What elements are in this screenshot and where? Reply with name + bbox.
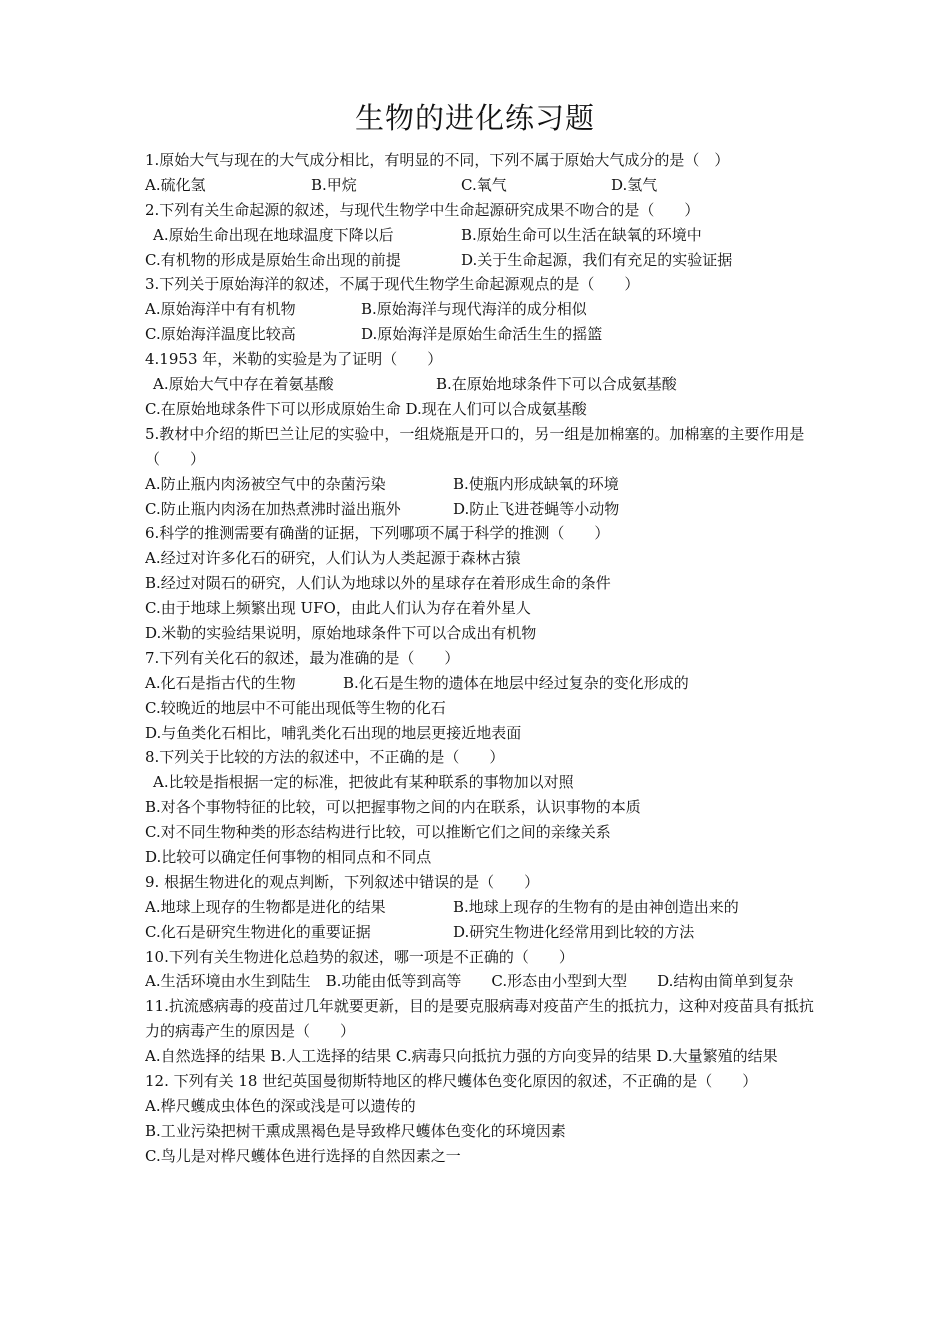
question-9-options-row-1: [145, 895, 815, 920]
question-8-option-a: A.比较是指根据一定的标准，把彼此有某种联系的事物加以对照: [153, 773, 574, 792]
question-7-stem: 7.下列有关化石的叙述，最为准确的是（ ）: [145, 648, 460, 667]
question-3-option-d: D.原始海洋是原始生命活生生的摇篮: [361, 325, 603, 344]
question-7-option-c: C.较晚近的地层中不可能出现低等生物的化石: [145, 698, 446, 717]
question-2-option-c: C.有机物的形成是原始生命出现的前提: [145, 250, 401, 269]
question-3-option-a: A.原始海洋中有有机物: [145, 300, 296, 319]
page-title: 生物的进化练习题: [354, 101, 595, 135]
question-9-options-row-2: [145, 920, 815, 945]
question-12-stem: 12. 下列有关 18 世纪英国曼彻斯特地区的桦尺蠖体色变化原因的叙述，不正确的是（ ）: [145, 1072, 758, 1091]
question-7-option-b: B.化石是生物的遗体在地层中经过复杂的变化形成的: [343, 673, 689, 692]
question-list: [145, 148, 815, 1169]
question-9-option-a: A.地球上现存的生物都是进化的结果: [145, 897, 386, 916]
question-2-option-b: B.原始生命可以生活在缺氧的环境中: [461, 225, 702, 244]
question-8-stem: 8.下列关于比较的方法的叙述中，不正确的是（ ）: [145, 748, 505, 767]
question-4-option-b: B.在原始地球条件下可以合成氨基酸: [436, 375, 677, 394]
question-11-options: A.自然选择的结果 B.人工选择的结果 C.病毒只向抵抗力强的方向变异的结果 D.大量繁殖的结果: [145, 1047, 778, 1066]
question-2-stem: 2.下列有关生命起源的叙述，与现代生物学中生命起源研究成果不吻合的是（ ）: [145, 200, 700, 219]
question-4-options-row-1: [145, 372, 815, 397]
question-9-option-d: D.研究生物进化经常用到比较的方法: [453, 922, 695, 941]
question-2-options-row-2: [145, 248, 815, 273]
question-4-options-row-2: C.在原始地球条件下可以形成原始生命 D.现在人们可以合成氨基酸: [145, 399, 587, 418]
question-2-option-d: D.关于生命起源，我们有充足的实验证据: [461, 250, 733, 269]
question-6-option-d: D.米勒的实验结果说明，原始地球条件下可以合成出有机物: [145, 623, 537, 642]
question-12-option-b: B.工业污染把树干熏成黑褐色是导致桦尺蠖体色变化的环境因素: [145, 1121, 566, 1140]
question-5-options-row-1: [145, 472, 815, 497]
question-3-stem: 3.下列关于原始海洋的叙述，不属于现代生物学生命起源观点的是（ ）: [145, 275, 640, 294]
question-5-options-row-2: [145, 497, 815, 522]
question-9-stem: 9. 根据生物进化的观点判断，下列叙述中错误的是（ ）: [145, 872, 540, 891]
question-4-option-a: A.原始大气中存在着氨基酸: [153, 375, 334, 394]
question-1-option-d: D.氢气: [611, 175, 658, 194]
question-12-option-a: A.桦尺蠖成虫体色的深或浅是可以遗传的: [145, 1096, 416, 1115]
question-1-option-a: A.硫化氢: [145, 175, 206, 194]
question-5-option-d: D.防止飞进苍蝇等小动物: [453, 499, 620, 518]
question-5-option-b: B.使瓶内形成缺氧的环境: [453, 474, 619, 493]
question-7-option-d: D.与鱼类化石相比，哺乳类化石出现的地层更接近地表面: [145, 723, 522, 742]
question-3-options-row-2: [145, 322, 815, 347]
question-1-stem: 1.原始大气与现在的大气成分相比，有明显的不同，下列不属于原始大气成分的是（ ）: [145, 151, 730, 169]
question-1-options: [145, 173, 815, 198]
question-12-option-c: C.鸟儿是对桦尺蠖体色进行选择的自然因素之一: [145, 1146, 461, 1165]
question-1-option-c: C.氧气: [461, 175, 507, 194]
question-3-option-c: C.原始海洋温度比较高: [145, 325, 296, 344]
question-7-options-row-1: [145, 671, 815, 696]
question-11-stem: 11.抗流感病毒的疫苗过几年就要更新，目的是要克服病毒对疫苗产生的抵抗力，这种对疫苗具有抵抗力的病毒产生的原因是（ ）: [145, 997, 814, 1041]
question-10-options: A.生活环境由水生到陆生 B.功能由低等到高等 C.形态由小型到大型 D.结构由简单到复杂: [145, 972, 794, 991]
question-6-option-b: B.经过对陨石的研究，人们认为地球以外的星球存在着形成生命的条件: [145, 574, 611, 593]
question-9-option-c: C.化石是研究生物进化的重要证据: [145, 922, 371, 941]
question-1-option-b: B.甲烷: [311, 175, 357, 194]
question-9-option-b: B.地球上现存的生物有的是由神创造出来的: [453, 897, 739, 916]
question-3-options-row-1: [145, 297, 815, 322]
question-10-stem: 10.下列有关生物进化总趋势的叙述，哪一项是不正确的（ ）: [145, 947, 574, 966]
question-8-option-b: B.对各个事物特征的比较，可以把握事物之间的内在联系，认识事物的本质: [145, 798, 641, 817]
question-8-option-d: D.比较可以确定任何事物的相同点和不同点: [145, 847, 432, 866]
question-7-option-a: A.化石是指古代的生物: [145, 673, 296, 692]
question-3-option-b: B.原始海洋与现代海洋的成分相似: [361, 300, 587, 319]
question-2-option-a: A.原始生命出现在地球温度下降以后: [153, 225, 394, 244]
question-2-options-row-1: [145, 223, 815, 248]
question-8-option-c: C.对不同生物种类的形态结构进行比较，可以推断它们之间的亲缘关系: [145, 823, 611, 842]
question-5-option-a: A.防止瓶内肉汤被空气中的杂菌污染: [145, 474, 386, 493]
question-5-stem: 5.教材中介绍的斯巴兰让尼的实验中，一组烧瓶是开口的，另一组是加棉塞的。加棉塞的主要作用是（ ）: [145, 424, 805, 468]
question-6-stem: 6.科学的推测需要有确凿的证据，下列哪项不属于科学的推测（ ）: [145, 524, 610, 543]
question-6-option-a: A.经过对许多化石的研究，人们认为人类起源于森林古猿: [145, 549, 521, 568]
question-6-option-c: C.由于地球上频繁出现 UFO，由此人们认为存在着外星人: [145, 599, 531, 618]
question-4-stem: 4.1953 年，米勒的实验是为了证明（ ）: [145, 350, 443, 369]
question-5-option-c: C.防止瓶内肉汤在加热煮沸时溢出瓶外: [145, 499, 401, 518]
